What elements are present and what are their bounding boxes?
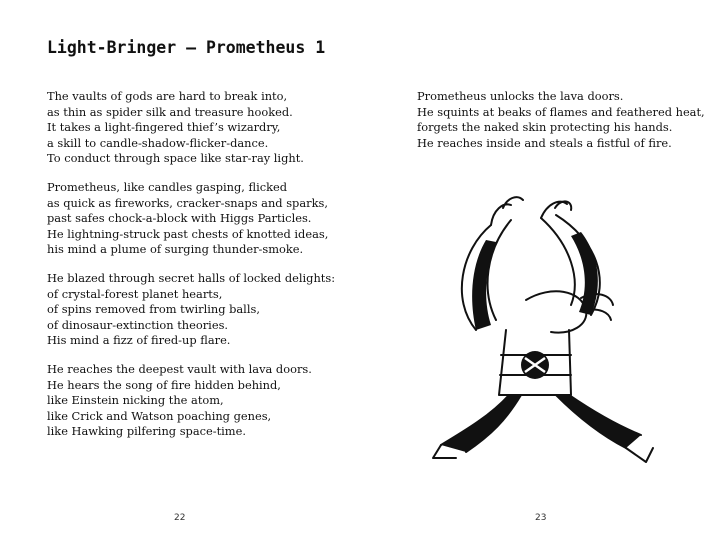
poem-line: To conduct through space like star-ray light. <box>47 151 304 166</box>
poem-line: like Hawking pilfering space-time. <box>47 424 246 439</box>
page-number-left: 22 <box>174 513 186 523</box>
poem-line: of dinosaur-extinction theories. <box>47 317 229 332</box>
stanza-2 <box>47 180 347 258</box>
poem-line: Prometheus unlocks the lava doors. <box>417 89 624 103</box>
poem-line: as thin as spider silk and treasure hooked. <box>47 104 293 119</box>
poem-line: He reaches inside and steals a fistful of fire. <box>417 135 672 150</box>
poem-line: Prometheus, like candles gasping, flicked <box>47 179 288 194</box>
poem-line: of crystal-forest planet hearts, <box>47 286 223 301</box>
poem-line: He blazed through secret halls of locked delights: <box>47 270 336 285</box>
right-page <box>361 0 722 554</box>
stanza-4 <box>47 362 347 440</box>
page-number-right: 23 <box>535 513 547 523</box>
stanza-3 <box>47 271 347 349</box>
poem-line: His mind a fizz of fired-up flare. <box>47 333 231 348</box>
poem-line: forgets the naked skin protecting his hands. <box>417 120 673 135</box>
poem-title: Light-Bringer – Prometheus 1 <box>47 38 326 57</box>
poem-line: as quick as fireworks, cracker-snaps and sparks, <box>47 195 328 210</box>
left-stanzas <box>47 89 347 453</box>
poem-line: of spins removed from twirling balls, <box>47 302 260 317</box>
poem-line: The vaults of gods are hard to break into, <box>47 89 288 103</box>
poem-line: He lightning-struck past chests of knotted ideas, <box>47 226 329 241</box>
poem-line: He reaches the deepest vault with lava doors. <box>47 361 312 376</box>
stanza-5 <box>417 89 717 151</box>
prometheus-figure-icon <box>421 180 671 470</box>
poem-line: It takes a light-fingered thief’s wizardry, <box>47 120 281 135</box>
poem-line: a skill to candle-shadow-flicker-dance. <box>47 135 269 150</box>
poem-line: like Einstein nicking the atom, <box>47 393 224 408</box>
poem-line: He hears the song of fire hidden behind, <box>47 377 281 392</box>
poem-line: past safes chock-a-block with Higgs Particles. <box>47 211 312 226</box>
stanza-1 <box>47 89 347 167</box>
right-stanzas <box>417 89 717 164</box>
poem-line: his mind a plume of surging thunder-smoke. <box>47 242 304 257</box>
poem-line: He squints at beaks of flames and feathered heat, <box>417 104 705 119</box>
poem-line: like Crick and Watson poaching genes, <box>47 408 272 423</box>
